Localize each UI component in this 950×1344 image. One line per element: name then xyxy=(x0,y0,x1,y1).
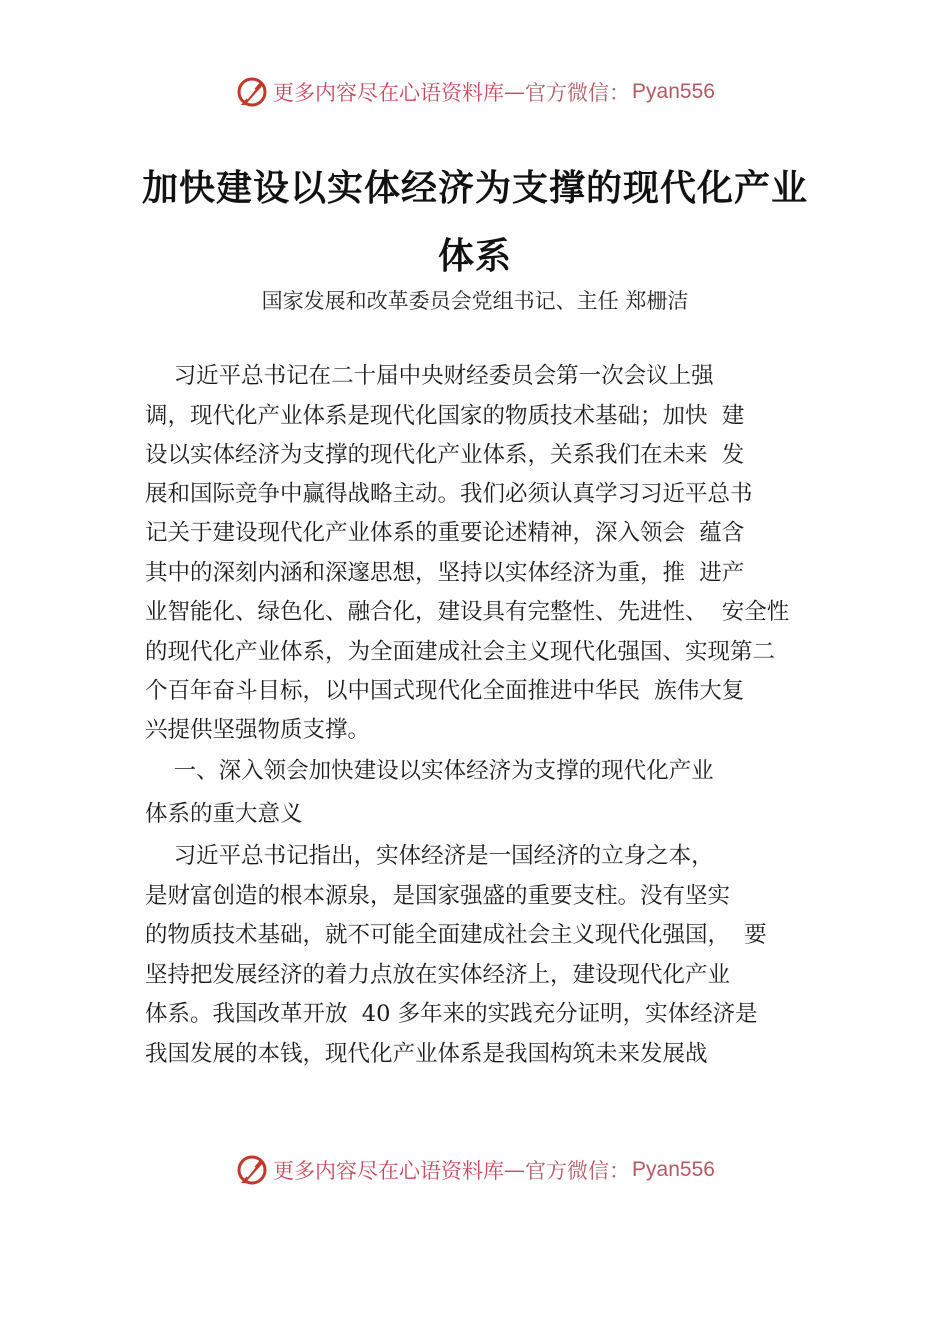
quill-pen-logo-icon xyxy=(235,75,269,109)
body-line: 的物质技术基础，就不可能全面建成社会主义现代化强国， 要 xyxy=(145,922,767,948)
banner-separator: — xyxy=(504,1158,526,1182)
body-line: 记关于建设现代化产业体系的重要论述精神，深入领会 蕴含 xyxy=(145,520,745,546)
author-byline: 国家发展和改革委员会党组书记、主任 郑栅洁 xyxy=(261,289,689,313)
body-line: 习近平总书记指出，实体经济是一国经济的立身之本， xyxy=(145,843,714,869)
body-line: 个百年奋斗目标，以中国式现代化全面推进中华民 族伟大复 xyxy=(145,678,745,704)
body-line: 业智能化、绿色化、融合化，建设具有完整性、先进性、 安全性 xyxy=(145,599,790,625)
section-heading-line: 一、深入领会加快建设以实体经济为支撑的现代化产业 xyxy=(145,758,714,784)
body-line: 是财富创造的根本源泉，是国家强盛的重要支柱。没有坚实 xyxy=(145,883,731,909)
body-line: 调，现代化产业体系是现代化国家的物质技术基础；加快 建 xyxy=(145,403,745,429)
wechat-label: 官方微信： xyxy=(525,1159,631,1183)
site-name: 更多内容尽在心语资料库 xyxy=(273,81,505,105)
quill-pen-logo-icon xyxy=(235,1153,269,1187)
footer-banner xyxy=(0,1150,950,1190)
section-heading-line: 体系的重大意义 xyxy=(145,801,303,827)
wechat-account: Pyan556 xyxy=(632,80,715,103)
body-line: 体系。我国改革开放 40 多年来的实践充分证明，实体经济是 xyxy=(145,1001,758,1027)
body-line: 其中的深刻内涵和深邃思想，坚持以实体经济为重，推 进产 xyxy=(145,560,745,586)
body-line: 设以实体经济为支撑的现代化产业体系，关系我们在未来 发 xyxy=(145,442,745,468)
body-line: 我国发展的本钱，现代化产业体系是我国构筑未来发展战 xyxy=(145,1041,708,1067)
site-name: 更多内容尽在心语资料库 xyxy=(273,1159,505,1183)
header-banner xyxy=(0,72,950,112)
wechat-label: 官方微信： xyxy=(525,81,631,105)
body-line: 兴提供坚强物质支撑。 xyxy=(145,717,371,743)
banner-separator: — xyxy=(504,80,526,104)
wechat-account: Pyan556 xyxy=(632,1158,715,1181)
document-title-line-2: 体系 xyxy=(437,235,512,277)
body-line: 习近平总书记在二十届中央财经委员会第一次会议上强 xyxy=(145,363,714,389)
body-line: 的现代化产业体系，为全面建成社会主义现代化强国、实现第二 xyxy=(145,639,776,665)
body-line: 展和国际竞争中赢得战略主动。我们必须认真学习习近平总书 xyxy=(145,481,753,507)
document-title-line-1: 加快建设以实体经济为支撑的现代化产业 xyxy=(141,167,808,209)
body-line: 坚持把发展经济的着力点放在实体经济上，建设现代化产业 xyxy=(145,962,731,988)
